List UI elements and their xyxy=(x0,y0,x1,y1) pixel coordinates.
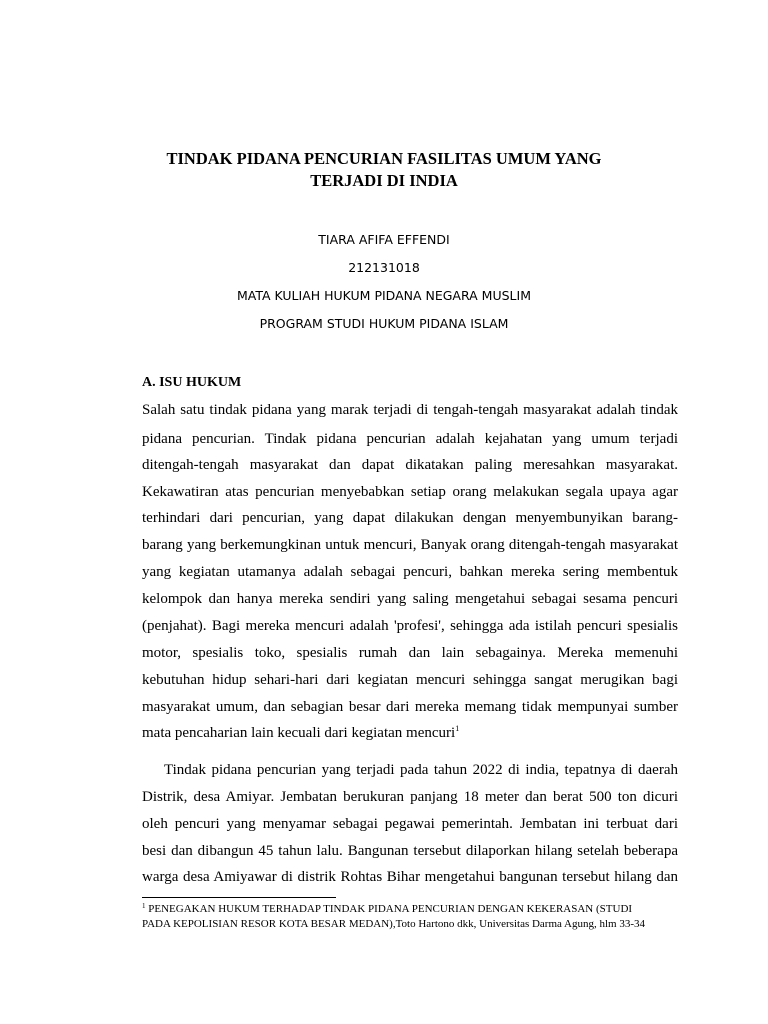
paragraph-2-line: Tindak pidana pencurian yang terjadi pada tahun 2022 di india, tepatnya di daerah xyxy=(164,762,678,778)
document-title-line-1: TINDAK PIDANA PENCURIAN FASILITAS UMUM YANG xyxy=(166,149,602,168)
paragraph-1-line: ditengah-tengah masyarakat dan dapat dikatakan paling meresahkan masyarakat. xyxy=(142,457,678,473)
course-name: MATA KULIAH HUKUM PIDANA NEGARA MUSLIM xyxy=(236,288,531,303)
study-program: PROGRAM STUDI HUKUM PIDANA ISLAM xyxy=(259,316,509,331)
footnote-reference: 1 xyxy=(455,724,460,733)
paragraph-2-line: besi dan dibangun 45 tahun lalu. Bangunan tersebut dilaporkan hilang setelah beberapa xyxy=(142,843,678,859)
paragraph-2-line: Distrik, desa Amiyar. Jembatan berukuran panjang 18 meter dan berat 500 ton dicuri xyxy=(142,789,678,805)
footnote-line-2: PADA KEPOLISIAN RESOR KOTA BESAR MEDAN),Toto Hartono dkk, Universitas Darma Agung, hlm 33-34 xyxy=(142,918,646,930)
footnote-separator xyxy=(142,897,336,898)
paragraph-1-last-line xyxy=(142,723,678,743)
paragraph-1-line: Salah satu tindak pidana yang marak terjadi di tengah-tengah masyarakat adalah tindak xyxy=(142,402,678,418)
paragraph-1-line: kelompok dan hanya mereka sendiri yang saling mengetahui sebagai sesama pencuri xyxy=(142,591,678,607)
paragraph-1-line: yang kegiatan utamanya adalah sebagai pencuri, bahkan mereka sering membentuk xyxy=(142,564,678,580)
footnote-marker: 1 xyxy=(142,902,146,910)
paragraph-1-line: masyarakat umum, dan sebagian besar dari mereka memang tidak mempunyai sumber xyxy=(142,699,678,715)
paragraph-1-line: (penjahat). Bagi mereka mencuri adalah 'profesi', sehingga ada istilah pencuri spesialis xyxy=(142,618,678,634)
paragraph-1-line: terhindari dari pencurian, yang dapat dilakukan dengan menyembunyikan barang- xyxy=(142,510,678,526)
paragraph-1-line: motor, spesialis toko, spesialis rumah dan lain sebagainya. Mereka memenuhi xyxy=(142,645,678,661)
paragraph-1-line: pidana pencurian. Tindak pidana pencurian adalah kejahatan yang umum terjadi xyxy=(142,431,678,447)
student-id: 212131018 xyxy=(348,260,420,275)
author-name: TIARA AFIFA EFFENDI xyxy=(318,232,450,247)
paragraph-2-line: oleh pencuri yang menyamar sebagai pegawai pemerintah. Jembatan ini terbuat dari xyxy=(142,816,678,832)
paragraph-1-line: mata pencaharian lain kecuali dari kegiatan mencuri xyxy=(142,725,456,741)
footnote-line-1 xyxy=(142,902,682,916)
paragraph-1-line: barang yang berkemungkinan untuk mencuri, Banyak orang ditengah-tengah masyarakat xyxy=(142,537,678,553)
paragraph-2-line: warga desa Amiyawar di distrik Rohtas Bihar mengetahui bangunan tersebut hilang dan xyxy=(142,869,678,885)
paragraph-1-line: kebutuhan hidup sehari-hari dari kegiatan mencuri sehingga sangat merugikan bagi xyxy=(142,672,678,688)
paragraph-1-line: Kekawatiran atas pencurian menyebabkan setiap orang melakukan segala upaya agar xyxy=(142,484,678,500)
document-title-line-2: TERJADI DI INDIA xyxy=(310,171,458,190)
footnote-text: PENEGAKAN HUKUM TERHADAP TINDAK PIDANA PENCURIAN DENGAN KEKERASAN (STUDI xyxy=(145,903,633,915)
section-heading: A. ISU HUKUM xyxy=(142,375,242,390)
